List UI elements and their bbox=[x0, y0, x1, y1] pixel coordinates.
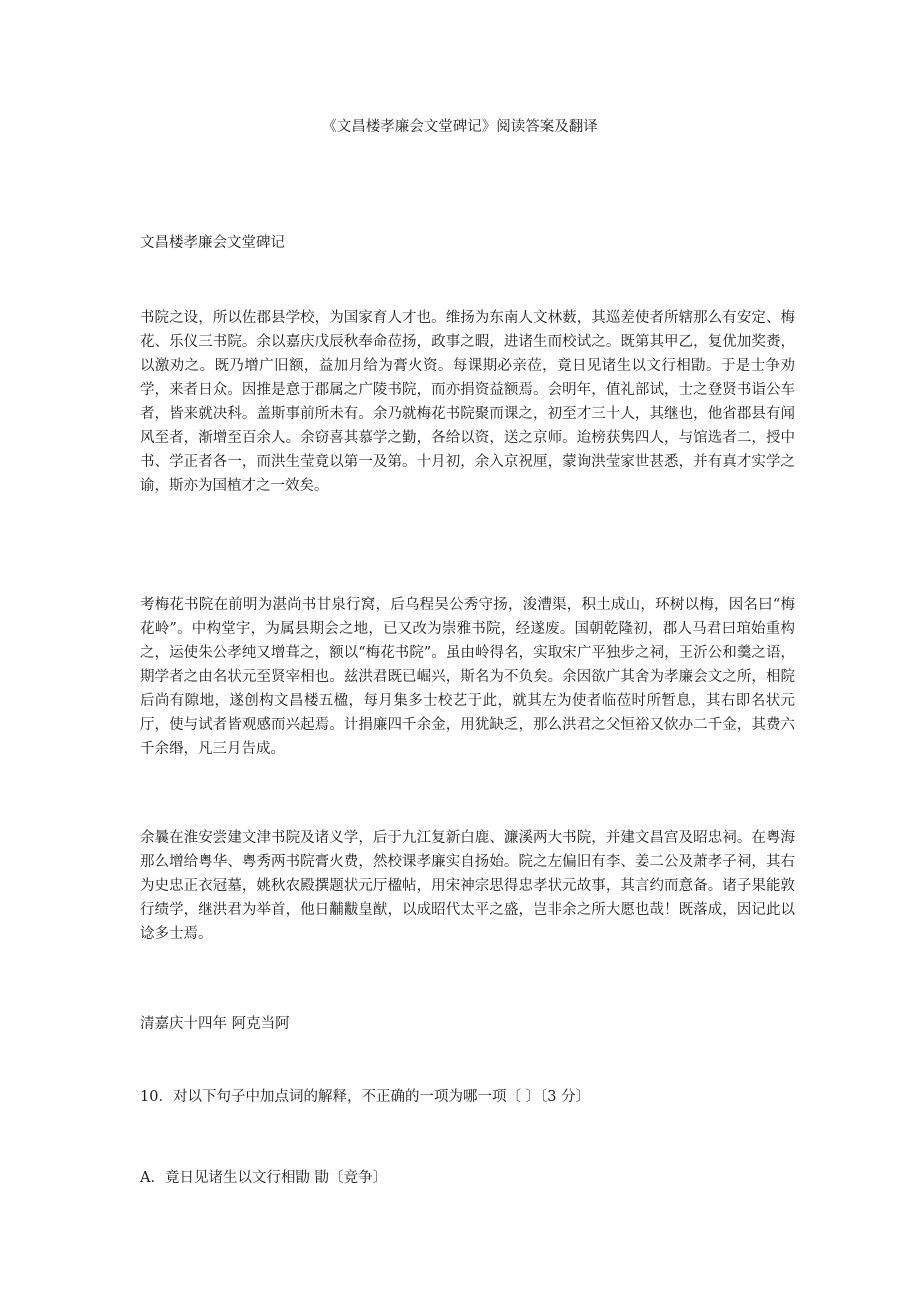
paragraph-3: 余曩在淮安尝建文津书院及诸义学，后于九江复新白鹿、濂溪两大书院，并建文昌宫及昭忠祠。在粤海那么增给粤华、粤秀两书院膏火费，然校课孝廉实自扬始。院之左偏旧有李、姜二公及萧孝子祠，其右为史忠正衣冠墓，姚秋农殿撰题状元厅楹帖，用宋神宗思得忠孝状元故事，其言约而意备。诸子果能敦行绩学，继洪君为举首，他日黼黻皇猷，以成昭代太平之盛，岂非余之所大愿也哉！既落成，因记此以谂多士焉。 bbox=[140, 830, 795, 942]
document-title: 《文昌楼孝廉会文堂碑记》阅读答案及翻译 bbox=[322, 119, 598, 135]
essay-title: 文昌楼孝廉会文堂碑记 bbox=[140, 235, 285, 251]
paragraph-1: 书院之设，所以佐郡县学校，为国家育人才也。维扬为东南人文林薮，其巡差使者所辖那么有安定、梅花、乐仪三书院。余以嘉庆戊辰秋奉命莅扬，政事之暇，进诸生而校试之。既第其甲乙，复优加奖赉，以激劝之。既乃增广旧额，益加月给为膏火资。每课期必亲莅，竟日见诸生以文行相勖。于是士争劝学，来者日众。因推是意于郡属之广陵书院，而亦捐资益额焉。会明年，值礼部试，士之登贤书诣公车者，皆来就决科。盖斯事前所未有。余乃就梅花书院聚而课之，初至才三十人，其继也，他省郡县有闻风至者，渐增至百余人。余窃喜其慕学之勤，各给以资，送之京师。迨榜获隽四人，与馆选者二，授中书、学正者各一，而洪生莹竟以第一及第。十月初，余入京祝厘，蒙询洪莹家世甚悉，并有真才实学之谕，斯亦为国植才之一效矣。 bbox=[140, 310, 795, 494]
author-signature: 清嘉庆十四年 阿克当阿 bbox=[140, 1016, 290, 1032]
option-a: A．竟日见诸生以文行相勖 勖〔竞争〕 bbox=[140, 1170, 388, 1186]
paragraph-2: 考梅花书院在前明为湛尚书甘泉行窝，后乌程吴公秀守扬，浚漕渠，积土成山，环树以梅，因名曰“梅花岭”。中构堂宇，为属县期会之地，已又改为崇雅书院，经遂废。国朝乾隆初，郡人马君曰琯始重构之，运使朱公孝纯又增葺之，额以“梅花书院”。虽由岭得名，实取宋广平独步之祠，王沂公和羹之语，期学者之由名状元至贤宰相也。兹洪君既已崛兴，斯名为不负矣。余因欲广其舍为孝廉会文之所，相院后尚有隙地，遂创构文昌楼五楹，每月集多士校艺于此，就其左为使者临莅时所暂息，其右即名状元厅，使与试者皆观感而兴起焉。计捐廉四千余金，用犹缺乏，那么洪君之父恒裕又佽办二千金，其费六千余缗，凡三月告成。 bbox=[140, 597, 795, 757]
question-10: 10．对以下句子中加点词的解释，不正确的一项为哪一项〔 〕〔3 分〕 bbox=[140, 1089, 591, 1105]
